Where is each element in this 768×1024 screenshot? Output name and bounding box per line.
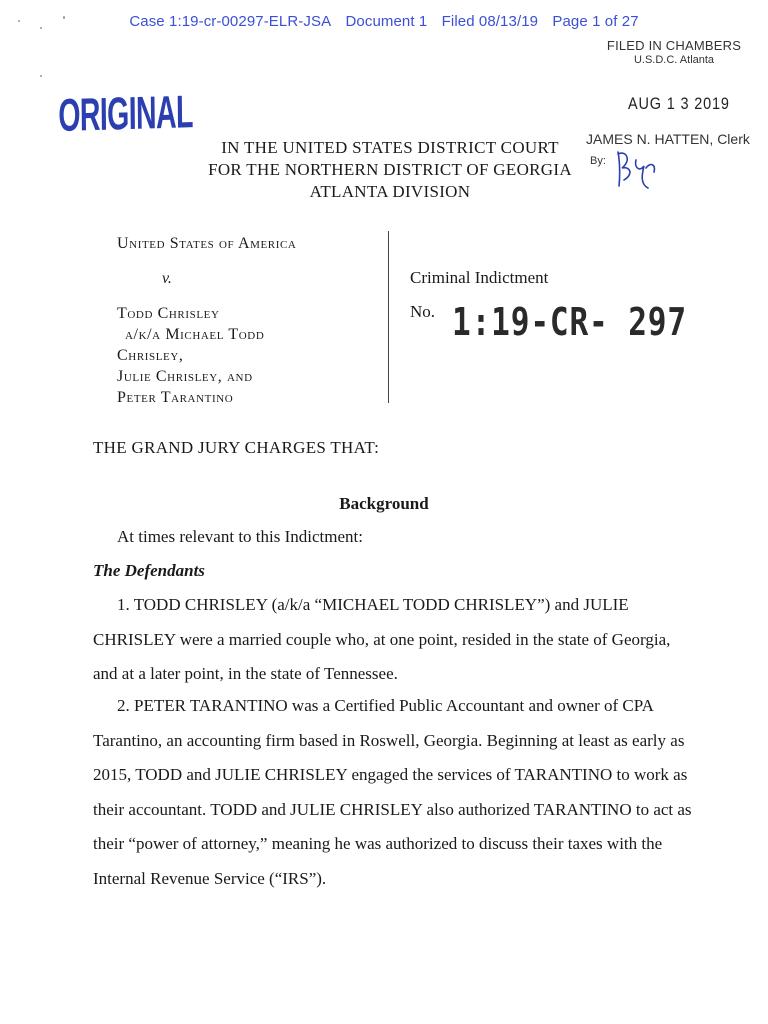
ecf-header: [0, 13, 768, 30]
ecf-page: Page 1 of 27: [552, 13, 639, 30]
scan-speck: [40, 75, 42, 77]
grand-jury-heading: THE GRAND JURY CHARGES THAT:: [93, 438, 380, 457]
ecf-filed-date: Filed 08/13/19: [441, 13, 539, 30]
defendant-3: Peter Tarantino: [117, 389, 234, 406]
plaintiff-name: United States of America: [117, 235, 297, 252]
paragraph-1: 1. TODD CHRISLEY (a/k/a “MICHAEL TODD CHRISLEY”) and JULIE CHRISLEY were a married couple who, at one point, resided in the state of Georgia, and at a later point, in the state of Tennessee.: [93, 595, 671, 683]
defendant-1-alias: a/k/a Michael Todd: [125, 326, 265, 343]
filed-stamp: [604, 38, 744, 66]
defendants-heading: The Defendants: [93, 561, 205, 580]
original-stamp: ORIGINAL: [58, 85, 194, 141]
court-line-1: IN THE UNITED STATES DISTRICT COURT: [221, 138, 559, 157]
court-line-2: FOR THE NORTHERN DISTRICT OF GEORGIA: [208, 160, 572, 179]
case-number-stamp: 1:19-CR- 297: [452, 300, 687, 344]
paragraph-2: 2. PETER TARANTINO was a Certified Public Accountant and owner of CPA Tarantino, an accounting firm based in Roswell, Georgia. Beginning at least as early as 2015, TODD and JULIE CHRISLEY engaged the services of TARANTINO to work as their accountant. TODD and JULIE CHRISLEY also authorized TARANTINO to act as their “power of attorney,” meaning he was authorized to discuss their taxes with the Internal Revenue Service (“IRS”).: [93, 696, 692, 888]
background-heading: Background: [339, 494, 429, 513]
filed-in-chambers: FILED IN CHAMBERS: [606, 38, 742, 53]
defendant-2: Julie Chrisley, and: [117, 368, 253, 385]
clerk-name: JAMES N. HATTEN, Clerk: [586, 131, 750, 147]
case-caption-parties: [117, 233, 296, 408]
case-number-label: No.: [410, 302, 436, 321]
clerk-signature: [610, 142, 670, 192]
court-line-3: ATLANTA DIVISION: [309, 182, 471, 201]
ecf-case-number: Case 1:19-cr-00297-ELR-JSA: [129, 13, 332, 30]
indictment-type: Criminal Indictment: [410, 268, 549, 287]
ecf-document: Document 1: [345, 13, 428, 30]
scan-speck: [40, 27, 42, 29]
caption-divider: [388, 231, 389, 403]
filed-court: U.S.D.C. Atlanta: [633, 54, 715, 66]
defendant-1: Todd Chrisley: [117, 305, 220, 322]
defendant-1-alias-cont: Chrisley,: [117, 347, 184, 364]
versus: v.: [162, 270, 172, 287]
intro-line: At times relevant to this Indictment:: [117, 527, 363, 546]
filed-stamp-date: AUG 1 3 2019: [628, 94, 730, 113]
scan-speck: [63, 16, 65, 19]
court-title: [190, 137, 590, 203]
scan-speck: [18, 20, 20, 22]
by-label: By:: [590, 155, 606, 167]
